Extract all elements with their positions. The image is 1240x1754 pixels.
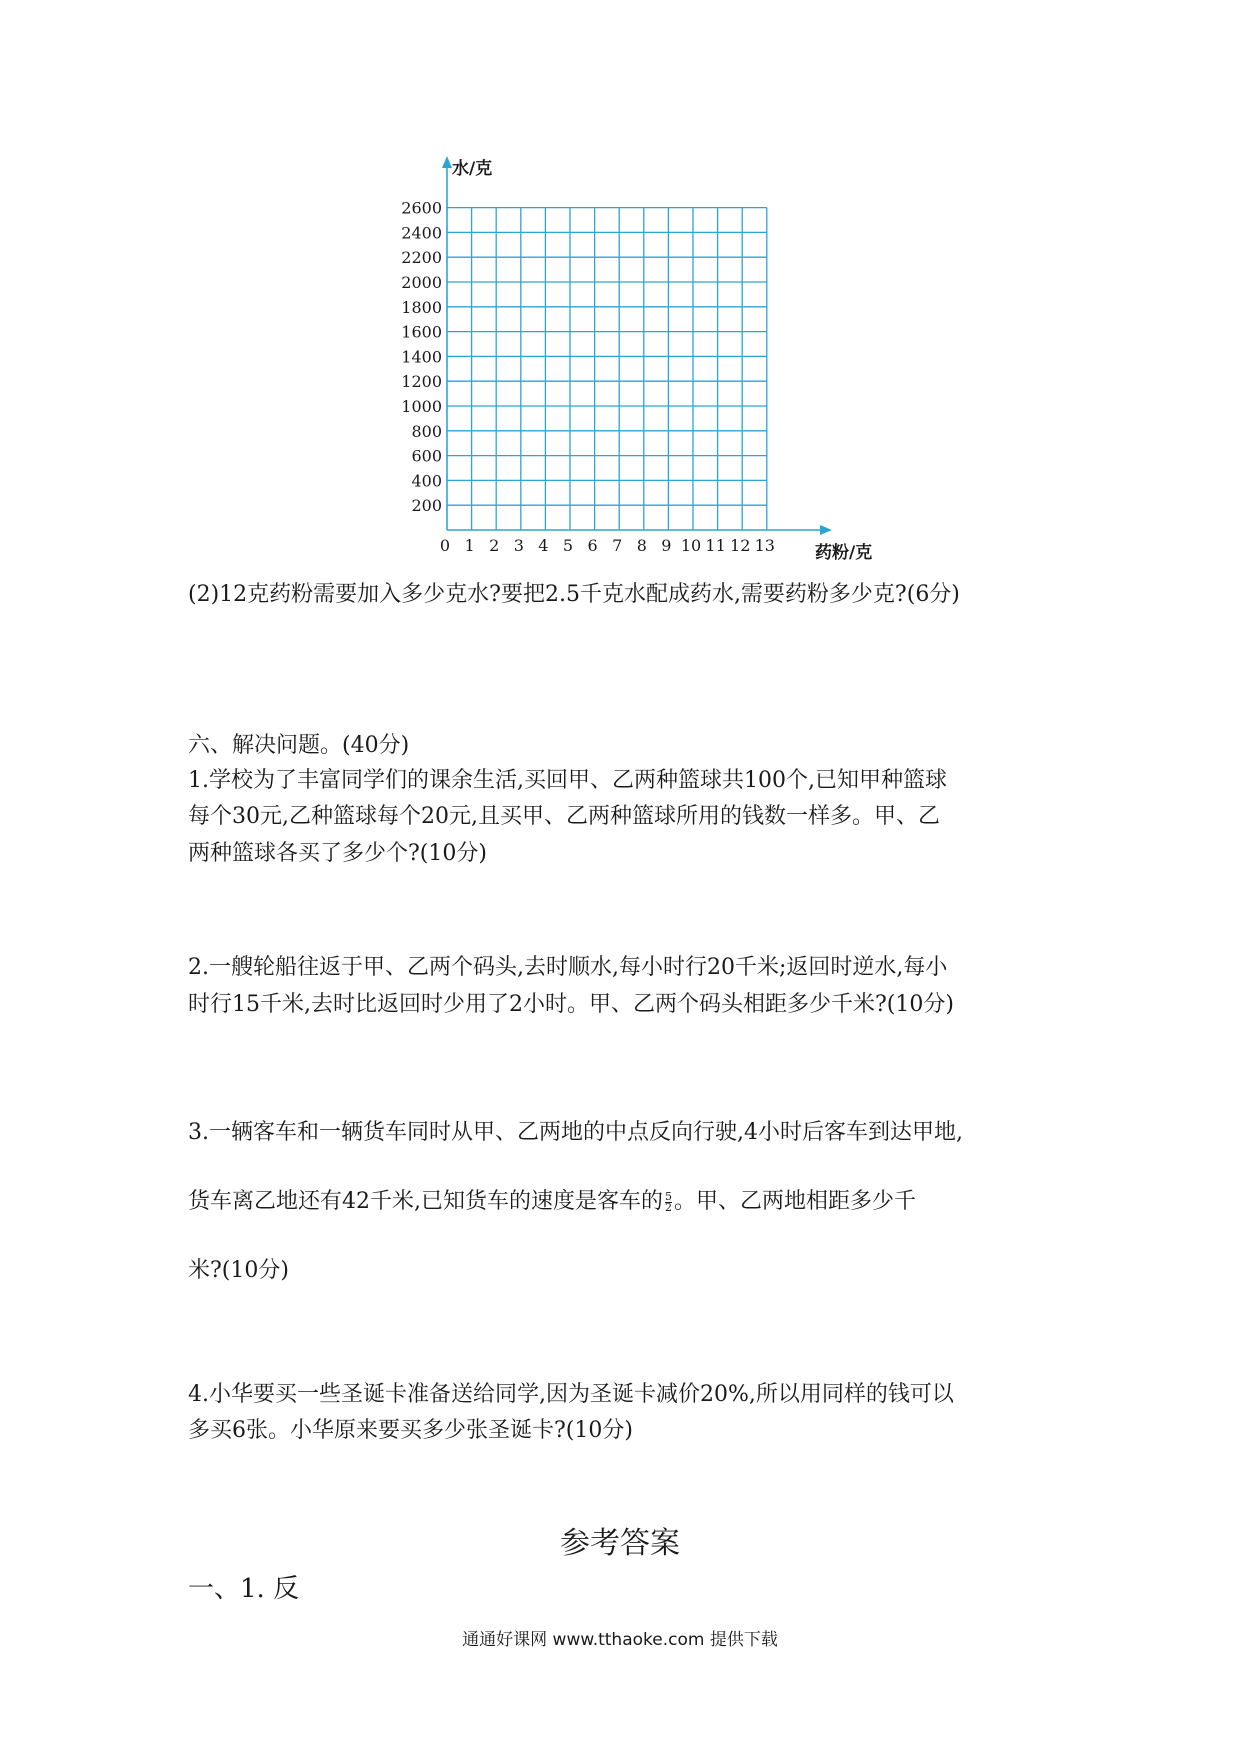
plot-grid-figure — [0, 0, 1240, 560]
y-tick-label: 2000 — [401, 273, 442, 292]
y-tick-label: 1400 — [401, 347, 442, 367]
fraction-numerator: 5 — [665, 1189, 672, 1203]
x-tick-label: 2 — [489, 536, 500, 555]
y-tick-label: 400 — [411, 471, 442, 491]
y-tick-label: 2200 — [401, 248, 442, 268]
fraction — [665, 1189, 672, 1214]
question-3-line-2-tail: 。甲、乙两地相距多少千 — [674, 1189, 917, 1214]
x-tick-label: 4 — [538, 536, 549, 555]
y-tick-label: 2400 — [401, 223, 442, 243]
x-tick-label: 12 — [730, 536, 751, 555]
x-tick-label: 13 — [754, 536, 775, 555]
y-tick-label: 600 — [411, 446, 442, 466]
y-tick-label: 2600 — [401, 198, 442, 218]
question-2-line-1: 2.一艘轮船往返于甲、乙两个码头,去时顺水,每小时行20千米;返回时逆水,每小 — [188, 955, 948, 980]
question-part-2: (2)12克药粉需要加入多少克水?要把2.5千克水配成药水,需要药粉多少克?(6分) — [188, 582, 960, 607]
x-tick-label: 11 — [705, 536, 726, 555]
section-six-title: 六、解决问题。(40分) — [188, 733, 410, 758]
question-3-line-2 — [188, 1185, 916, 1218]
x-tick-label: 1 — [464, 536, 475, 555]
y-tick-label: 1600 — [401, 322, 442, 342]
question-3-line-1: 3.一辆客车和一辆货车同时从甲、乙两地的中点反向行驶,4小时后客车到达甲地, — [188, 1120, 963, 1145]
y-axis-label: 水/克 — [452, 159, 493, 179]
question-1-line-3: 两种篮球各买了多少个?(10分) — [188, 841, 487, 866]
page-footer: 通通好课网 www.tthaoke.com 提供下载 — [462, 1630, 778, 1650]
answers-title: 参考答案 — [560, 1526, 680, 1561]
x-tick-label: 8 — [636, 536, 647, 555]
x-tick-label: 7 — [612, 536, 623, 555]
x-tick-label: 10 — [680, 536, 702, 555]
y-tick-label: 200 — [411, 496, 442, 516]
plot-grid-svg — [0, 0, 1240, 560]
question-2-line-2: 时行15千米,去时比返回时少用了2小时。甲、乙两个码头相距多少千米?(10分) — [188, 992, 954, 1017]
answers-line-1: 一、1. 反 — [188, 1574, 300, 1604]
question-1-line-2: 每个30元,乙种篮球每个20元,且买甲、乙两种篮球所用的钱数一样多。甲、乙 — [188, 804, 940, 829]
y-tick-label: 1200 — [401, 372, 442, 392]
x-tick-label: 3 — [513, 536, 524, 555]
fraction-denominator: 2 — [665, 1200, 672, 1214]
question-1-line-1: 1.学校为了丰富同学们的课余生活,买回甲、乙两种篮球共100个,已知甲种篮球 — [188, 768, 947, 793]
y-tick-label: 1000 — [401, 397, 442, 416]
x-tick-label: 6 — [587, 536, 598, 555]
x-tick-label: 5 — [562, 536, 574, 555]
question-3-line-2-text: 货车离乙地还有42千米,已知货车的速度是客车的 — [188, 1189, 663, 1214]
question-3-line-3: 米?(10分) — [188, 1258, 289, 1283]
question-4-line-1: 4.小华要买一些圣诞卡准备送给同学,因为圣诞卡减价20%,所以用同样的钱可以 — [188, 1382, 954, 1407]
y-tick-label: 1800 — [401, 297, 442, 317]
y-tick-label: 800 — [411, 421, 442, 441]
question-4-line-2: 多买6张。小华原来要买多少张圣诞卡?(10分) — [188, 1418, 633, 1443]
x-axis-label: 药粉/克 — [815, 543, 873, 560]
x-tick-label: 0 — [439, 536, 451, 555]
y-axis-arrow — [442, 156, 452, 168]
x-tick-label: 9 — [661, 536, 672, 555]
x-axis-arrow — [820, 525, 832, 535]
